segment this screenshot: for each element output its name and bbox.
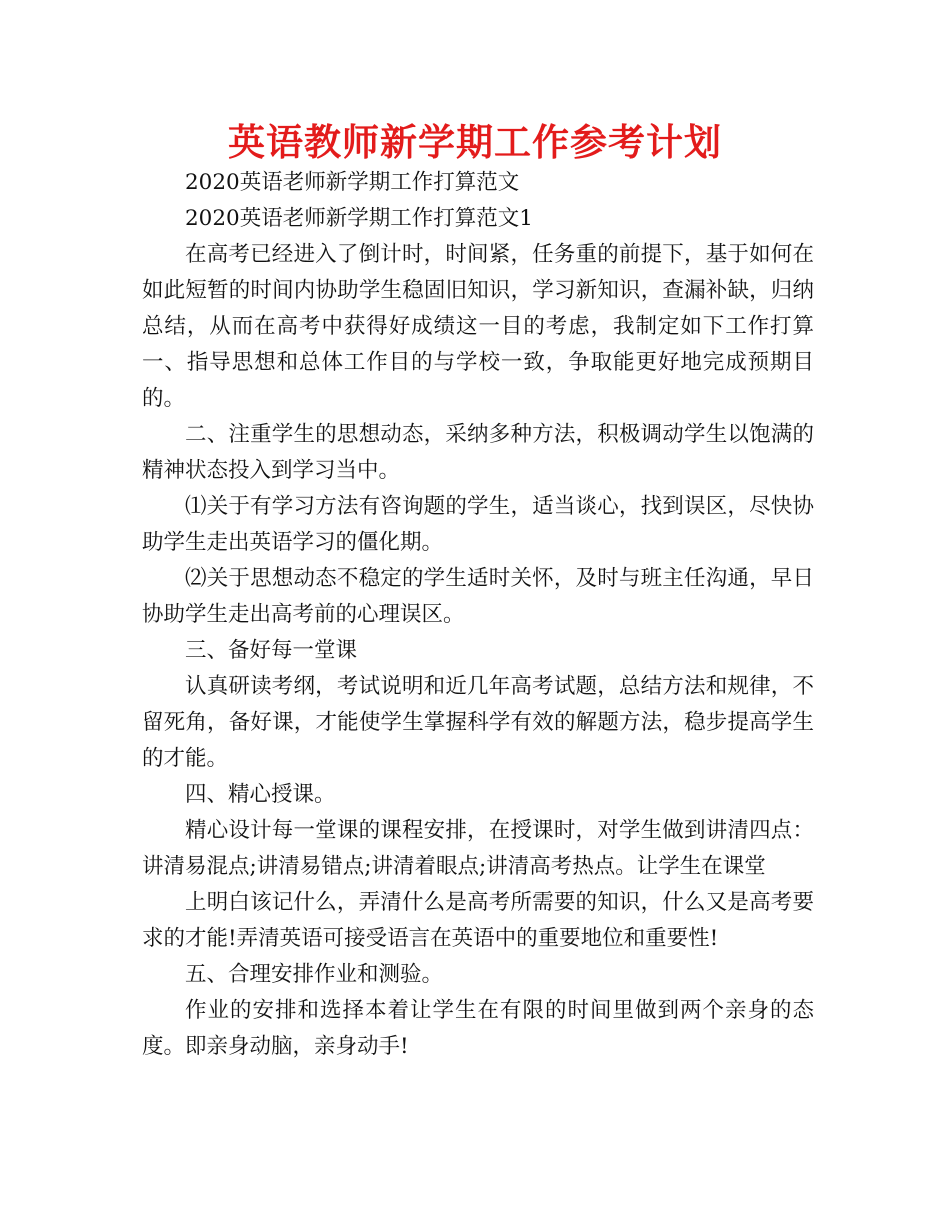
document-title: 英语教师新学期工作参考计划	[228, 121, 722, 164]
heading-section-5: 五、合理安排作业和测验。	[185, 962, 444, 987]
paragraph-item-2: ⑵关于思想动态不稳定的学生适时关怀，及时与班主任沟通，早日协助学生走出高考前的心理误区。	[142, 566, 814, 627]
heading-section-3: 三、备好每一堂课	[185, 638, 358, 663]
paragraph-section-5: 作业的安排和选择本着让学生在有限的时间里做到两个亲身的态度。即亲身动脑，亲身动手!	[142, 998, 814, 1059]
paragraph-section-4-cont: 上明白该记什么，弄清什么是高考所需要的知识，什么又是高考要求的才能!弄清英语可接受语言在英语中的重要地位和重要性!	[142, 890, 814, 951]
paragraph-subtitle: 2020英语老师新学期工作打算范文	[185, 170, 520, 195]
paragraph-section-3: 认真研读考纲，考试说明和近几年高考试题，总结方法和规律，不留死角，备好课，才能使学生掌握科学有效的解题方法，稳步提高学生的才能。	[142, 674, 814, 771]
paragraph-intro: 在高考已经进入了倒计时，时间紧，任务重的前提下，基于如何在如此短暂的时间内协助学生稳固旧知识，学习新知识，查漏补缺，归纳总结，从而在高考中获得好成绩这一目的考虑，我制定如下工作打算 一、指导思想和总体工作目的与学校一致，争取能更好地完成预期目的。	[142, 242, 858, 411]
document-body	[142, 165, 858, 1065]
paragraph-subtitle-1: 2020英语老师新学期工作打算范文1	[185, 206, 533, 231]
paragraph-section-4: 精心设计每一堂课的课程安排，在授课时，对学生做到讲清四点：讲清易混点;讲清易错点;讲清着眼点;讲清高考热点。让学生在课堂	[142, 818, 814, 879]
paragraph-section-2: 二、注重学生的思想动态，采纳多种方法，积极调动学生以饱满的精神状态投入到学习当中。	[142, 422, 814, 483]
heading-section-4: 四、精心授课。	[185, 782, 336, 807]
paragraph-item-1: ⑴关于有学习方法有咨询题的学生，适当谈心，找到误区，尽快协助学生走出英语学习的僵化期。	[142, 494, 814, 555]
